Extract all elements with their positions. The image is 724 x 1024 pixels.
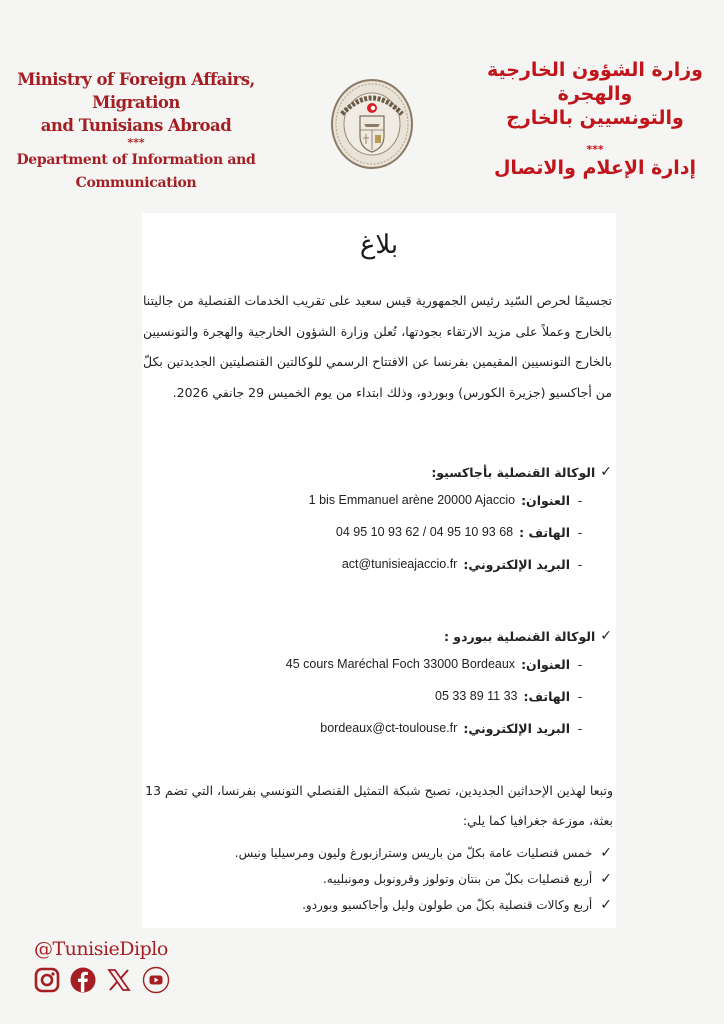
list-item	[172, 866, 612, 892]
agency-ajaccio	[192, 460, 612, 580]
checkmark-icon: ✓	[600, 897, 612, 913]
instagram-icon[interactable]	[34, 967, 60, 993]
department-name-line1: Department of Information and	[16, 152, 256, 168]
checkmark-icon: ✓	[600, 464, 612, 480]
ministry-name-line2: Migration	[92, 93, 180, 112]
email-row	[192, 548, 612, 580]
ministry-name-line1: Ministry of Foreign Affairs,	[17, 70, 255, 89]
list-item	[172, 840, 612, 866]
ministry-name-line3: and Tunisians Abroad	[40, 116, 232, 135]
list-item-text: خمس قنصليات عامة بكلّ من باريس وسترازبورغ وليون ومرسيليا ونيس.	[234, 846, 593, 860]
dash-bullet: -	[577, 524, 583, 540]
checkmark-icon: ✓	[600, 845, 612, 861]
email-value[interactable]: act@tunisieajaccio.fr	[341, 557, 458, 571]
facebook-icon[interactable]	[70, 967, 96, 993]
phone-value: 05 33 89 11 33	[435, 689, 518, 703]
separator-stars: ***	[127, 136, 145, 149]
phone-row	[192, 516, 612, 548]
agency-bordeaux	[192, 624, 612, 744]
checkmark-icon: ✓	[600, 628, 612, 644]
list-item-text: أربع وكالات قنصلية بكلّ من طولون وليل وأجاكسيو وبوردو.	[302, 898, 593, 912]
document-title: بلاغ	[359, 230, 399, 260]
agency-heading	[192, 624, 612, 648]
checkmark-icon: ✓	[600, 871, 612, 887]
agency-heading-text: الوكالة القنصلية ببوردو :	[443, 628, 596, 644]
department-name-ar: إدارة الإعلام والاتصال	[493, 157, 697, 179]
consulate-list	[172, 840, 612, 918]
address-label: العنوان:	[521, 492, 570, 508]
phone-label: الهاتف :	[519, 524, 570, 540]
social-handle[interactable]: @TunisieDiplo	[34, 938, 168, 960]
separator-stars-ar: ***	[586, 143, 604, 156]
ministry-name-ar-line1: وزارة الشؤون الخارجية	[487, 59, 703, 81]
header-english	[0, 68, 272, 194]
header-arabic	[470, 58, 720, 180]
dash-bullet: -	[577, 492, 583, 508]
phone-value: 04 95 10 93 62 / 04 95 10 93 68	[335, 525, 514, 539]
dash-bullet: -	[577, 688, 583, 704]
intro-paragraph: تجسيمًا لحرص السّيد رئيس الجمهورية قيس سعيد على تقريب الخدمات القنصلية من جاليتنا بالخارج وعملاً على مزيد الارتقاء بجودتها، تُعلن وزارة الشؤون الخارجية والهجرة والتونسيين بالخارج التونسيين المقيمين بفرنسا عن الافتتاح الرسمي للوكالتين القنصليتين الجديدتين بكلّ من أجاكسيو (جزيرة الكورس) وبوردو، وذلك ابتداء من يوم الخميس 29 جانفي 2026.	[143, 293, 612, 400]
diplomacy-emblem	[330, 78, 414, 170]
address-value: 1 bis Emmanuel arène 20000 Ajaccio	[308, 493, 516, 507]
list-item-text: أربع قنصليات بكلّ من بنتان وتولوز وقرونوبل ومونبلييه.	[322, 872, 593, 886]
address-row	[192, 648, 612, 680]
ministry-name-ar-line3: والتونسيين بالخارج	[506, 107, 684, 129]
dash-bullet: -	[577, 656, 583, 672]
coat-of-arms-icon	[330, 78, 414, 170]
phone-row	[192, 680, 612, 712]
address-row	[192, 484, 612, 516]
dash-bullet: -	[577, 720, 583, 736]
social-icons	[34, 966, 170, 994]
address-label: العنوان:	[521, 656, 570, 672]
dash-bullet: -	[577, 556, 583, 572]
agency-heading	[192, 460, 612, 484]
social-footer	[34, 938, 170, 994]
email-row	[192, 712, 612, 744]
email-label: البريد الإلكتروني:	[463, 720, 570, 736]
address-value: 45 cours Maréchal Foch 33000 Bordeaux	[285, 657, 516, 671]
email-label: البريد الإلكتروني:	[463, 556, 570, 572]
email-value[interactable]: bordeaux@ct-toulouse.fr	[320, 721, 458, 735]
youtube-icon[interactable]	[142, 966, 170, 994]
department-name-line2: Communication	[75, 175, 197, 191]
x-icon[interactable]	[106, 967, 132, 993]
agency-heading-text: الوكالة القنصلية بأجاكسيو:	[431, 464, 596, 480]
ministry-name-ar-line2: والهجرة	[557, 83, 633, 105]
closing-paragraph: وتبعا لهذين الإحداثين الجديدين، تصبح شبكة التمثيل القنصلي التونسي بفرنسا، التي تضم 13 بعثة، موزعة جغرافيا كما يلي:	[145, 783, 613, 828]
phone-label: الهاتف:	[523, 688, 570, 704]
list-item	[172, 892, 612, 918]
